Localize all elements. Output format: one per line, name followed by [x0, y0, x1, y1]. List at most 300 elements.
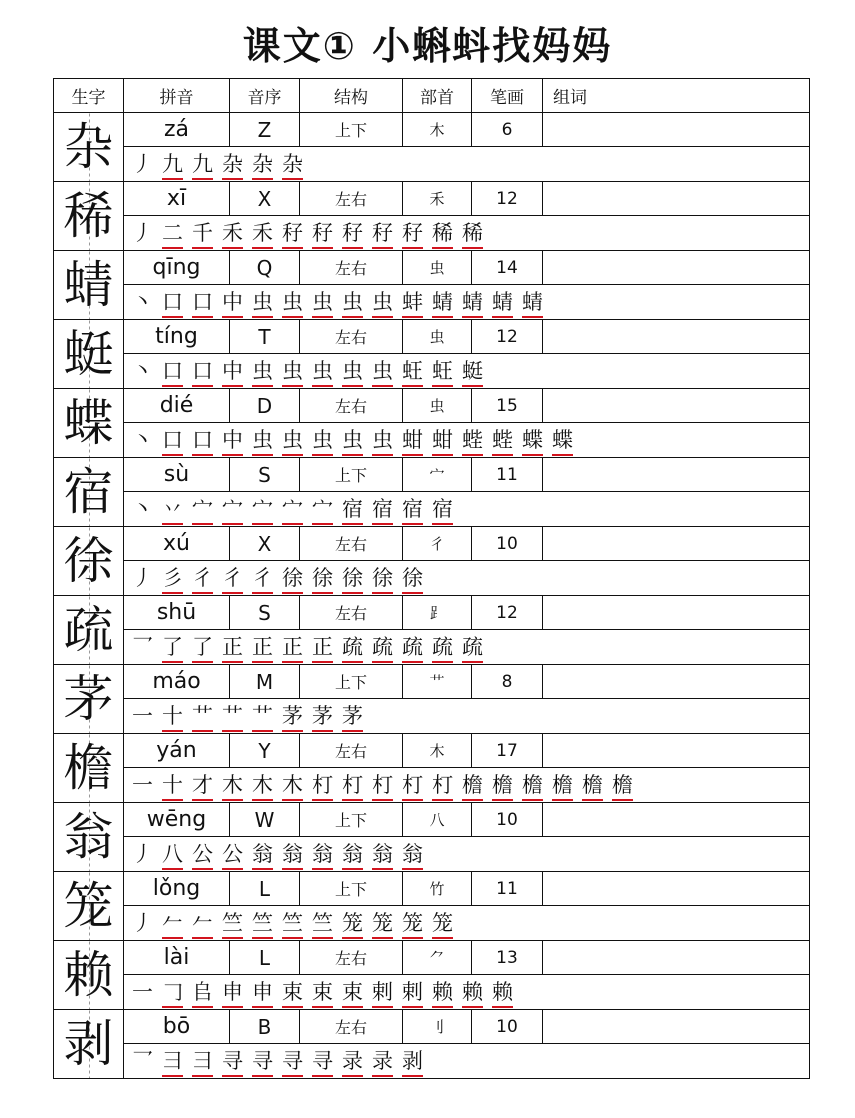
- order-cell: S: [230, 596, 300, 630]
- stroke-step: 徐: [402, 562, 423, 594]
- pinyin-cell: xú: [124, 527, 230, 561]
- structure-cell: 上下: [300, 458, 403, 492]
- radical-cell: 虫: [403, 389, 472, 423]
- stroke-step: 寻: [222, 1045, 243, 1077]
- stroke-step: 虫: [282, 286, 303, 318]
- table-row: [54, 527, 810, 561]
- stroke-step: 十: [162, 700, 183, 732]
- stroke-step: 虫: [252, 424, 273, 456]
- header-pinyin: 拼音: [124, 79, 230, 113]
- structure-cell: 左右: [300, 596, 403, 630]
- stroke-order-row: [54, 561, 810, 596]
- stroke-order-row: [54, 975, 810, 1010]
- stroke-step: 蚟: [432, 355, 453, 387]
- structure-cell: 左右: [300, 182, 403, 216]
- order-cell: X: [230, 527, 300, 561]
- stroke-step: 公: [222, 838, 243, 870]
- order-cell: D: [230, 389, 300, 423]
- words-cell[interactable]: [543, 251, 810, 285]
- stroke-step: 虫: [252, 286, 273, 318]
- radical-cell: 禾: [403, 182, 472, 216]
- stroke-step: 宿: [372, 493, 393, 525]
- words-cell[interactable]: [543, 872, 810, 906]
- stroke-count-cell: 8: [472, 665, 543, 699]
- stroke-step: 宀: [222, 493, 243, 525]
- stroke-step: 口: [192, 286, 213, 318]
- stroke-step: 蜻: [522, 286, 543, 318]
- stroke-order-cell: [124, 354, 810, 389]
- stroke-order-cell: [124, 561, 810, 596]
- words-cell[interactable]: [543, 527, 810, 561]
- stroke-step: 徐: [312, 562, 333, 594]
- stroke-step: 虫: [342, 286, 363, 318]
- stroke-step: 秄: [342, 217, 363, 249]
- stroke-step: 笼: [432, 907, 453, 939]
- stroke-step: 宿: [432, 493, 453, 525]
- pinyin-cell: xī: [124, 182, 230, 216]
- stroke-step: 朾: [312, 769, 333, 801]
- stroke-count-cell: 14: [472, 251, 543, 285]
- order-cell: Z: [230, 113, 300, 147]
- stroke-step: 丿: [132, 221, 153, 245]
- stroke-step: 宀: [192, 493, 213, 525]
- structure-cell: 上下: [300, 665, 403, 699]
- stroke-step: 束: [312, 976, 333, 1008]
- stroke-order-row: [54, 699, 810, 734]
- stroke-step: 赖: [432, 976, 453, 1008]
- stroke-count-cell: 12: [472, 596, 543, 630]
- radical-cell: 木: [403, 734, 472, 768]
- stroke-step: 蝶: [552, 424, 573, 456]
- stroke-step: 虫: [342, 355, 363, 387]
- table-row: [54, 182, 810, 216]
- stroke-step: 寻: [282, 1045, 303, 1077]
- stroke-step: 蜻: [492, 286, 513, 318]
- stroke-step: 禾: [222, 217, 243, 249]
- stroke-step: 𠂤: [192, 976, 213, 1008]
- character-cell: 剥: [54, 1010, 124, 1079]
- pinyin-cell: wēng: [124, 803, 230, 837]
- stroke-step: 秄: [282, 217, 303, 249]
- stroke-count-cell: 10: [472, 803, 543, 837]
- pinyin-cell: sù: [124, 458, 230, 492]
- stroke-step: 录: [342, 1045, 363, 1077]
- stroke-step: 稀: [432, 217, 453, 249]
- structure-cell: 上下: [300, 113, 403, 147]
- stroke-step: 蜓: [462, 355, 483, 387]
- radical-cell: 虫: [403, 320, 472, 354]
- table-row: [54, 803, 810, 837]
- stroke-step: 丷: [162, 493, 183, 525]
- stroke-step: 虫: [252, 355, 273, 387]
- stroke-order-row: [54, 147, 810, 182]
- stroke-step: 申: [252, 976, 273, 1008]
- stroke-step: 疏: [402, 631, 423, 663]
- words-cell[interactable]: [543, 182, 810, 216]
- stroke-order-row: [54, 423, 810, 458]
- stroke-step: 翁: [402, 838, 423, 870]
- pinyin-cell: lǒng: [124, 872, 230, 906]
- words-cell[interactable]: [543, 734, 810, 768]
- words-cell[interactable]: [543, 320, 810, 354]
- radical-cell: 竹: [403, 872, 472, 906]
- stroke-step: 了: [162, 631, 183, 663]
- stroke-step: 寻: [312, 1045, 333, 1077]
- order-cell: S: [230, 458, 300, 492]
- stroke-step: 翁: [282, 838, 303, 870]
- stroke-step: 疏: [462, 631, 483, 663]
- stroke-step: 蜌: [462, 424, 483, 456]
- stroke-step: 九: [192, 148, 213, 180]
- stroke-order-cell: [124, 699, 810, 734]
- character-cell: 檐: [54, 734, 124, 803]
- radical-cell: 彳: [403, 527, 472, 561]
- header-order: 音序: [230, 79, 300, 113]
- character-cell: 赖: [54, 941, 124, 1010]
- stroke-step: 蜻: [432, 286, 453, 318]
- stroke-step: 秄: [402, 217, 423, 249]
- stroke-step: 檐: [552, 769, 573, 801]
- structure-cell: 左右: [300, 389, 403, 423]
- radical-cell: ⻊: [403, 596, 472, 630]
- stroke-step: 木: [252, 769, 273, 801]
- stroke-step: 口: [192, 355, 213, 387]
- structure-cell: 左右: [300, 1010, 403, 1044]
- stroke-count-cell: 12: [472, 182, 543, 216]
- stroke-step: 剌: [372, 976, 393, 1008]
- pinyin-cell: zá: [124, 113, 230, 147]
- structure-cell: 上下: [300, 803, 403, 837]
- stroke-step: 丿: [132, 842, 153, 866]
- words-cell[interactable]: [543, 389, 810, 423]
- stroke-step: 束: [282, 976, 303, 1008]
- stroke-step: 虫: [312, 424, 333, 456]
- stroke-order-cell: [124, 147, 810, 182]
- stroke-step: 杂: [282, 148, 303, 180]
- stroke-step: 宿: [342, 493, 363, 525]
- stroke-step: 朾: [402, 769, 423, 801]
- header-structure: 结构: [300, 79, 403, 113]
- stroke-step: 正: [312, 631, 333, 663]
- stroke-step: 虫: [282, 355, 303, 387]
- stroke-step: 赖: [462, 976, 483, 1008]
- stroke-step: 朾: [342, 769, 363, 801]
- stroke-step: 竺: [312, 907, 333, 939]
- stroke-step: 丶: [132, 428, 153, 452]
- order-cell: B: [230, 1010, 300, 1044]
- table-row: [54, 734, 810, 768]
- stroke-order-cell: [124, 906, 810, 941]
- stroke-step: 檐: [582, 769, 603, 801]
- pinyin-cell: qīng: [124, 251, 230, 285]
- stroke-step: 禾: [252, 217, 273, 249]
- words-cell[interactable]: [543, 1010, 810, 1044]
- stroke-step: 竺: [222, 907, 243, 939]
- stroke-count-cell: 10: [472, 527, 543, 561]
- stroke-step: 宀: [252, 493, 273, 525]
- stroke-step: 了: [192, 631, 213, 663]
- order-cell: W: [230, 803, 300, 837]
- character-rows: [54, 113, 810, 1079]
- stroke-step: 徐: [282, 562, 303, 594]
- stroke-step: 中: [222, 286, 243, 318]
- character-cell: 宿: [54, 458, 124, 527]
- character-cell: 笼: [54, 872, 124, 941]
- pinyin-cell: dié: [124, 389, 230, 423]
- radical-cell: 八: [403, 803, 472, 837]
- stroke-step: 蜻: [462, 286, 483, 318]
- table-row: [54, 113, 810, 147]
- stroke-order-row: [54, 492, 810, 527]
- words-cell[interactable]: [543, 941, 810, 975]
- stroke-step: 正: [282, 631, 303, 663]
- stroke-order-cell: [124, 216, 810, 251]
- stroke-step: 𠃌: [162, 976, 183, 1008]
- stroke-step: 艹: [252, 700, 273, 732]
- stroke-step: 𠂉: [192, 907, 213, 939]
- stroke-step: 一: [132, 704, 153, 728]
- stroke-step: 竺: [252, 907, 273, 939]
- stroke-count-cell: 11: [472, 458, 543, 492]
- stroke-step: 二: [162, 217, 183, 249]
- stroke-count-cell: 12: [472, 320, 543, 354]
- stroke-order-row: [54, 285, 810, 320]
- stroke-step: 录: [372, 1045, 393, 1077]
- stroke-step: 疏: [432, 631, 453, 663]
- header-strokes: 笔画: [472, 79, 543, 113]
- stroke-step: 檐: [462, 769, 483, 801]
- stroke-order-row: [54, 1044, 810, 1079]
- order-cell: Y: [230, 734, 300, 768]
- words-cell[interactable]: [543, 665, 810, 699]
- table-row: [54, 941, 810, 975]
- stroke-step: 茅: [312, 700, 333, 732]
- stroke-count-cell: 17: [472, 734, 543, 768]
- stroke-step: 寻: [252, 1045, 273, 1077]
- stroke-step: 丶: [132, 497, 153, 521]
- radical-cell: 艹: [403, 665, 472, 699]
- structure-cell: 左右: [300, 734, 403, 768]
- stroke-step: 一: [132, 980, 153, 1004]
- stroke-step: 蜌: [492, 424, 513, 456]
- stroke-order-row: [54, 630, 810, 665]
- stroke-count-cell: 15: [472, 389, 543, 423]
- stroke-step: 彳: [192, 562, 213, 594]
- stroke-step: 檐: [612, 769, 633, 801]
- character-cell: 翁: [54, 803, 124, 872]
- radical-cell: 虫: [403, 251, 472, 285]
- stroke-step: 木: [222, 769, 243, 801]
- table-row: [54, 665, 810, 699]
- stroke-step: 蝶: [522, 424, 543, 456]
- pinyin-cell: shū: [124, 596, 230, 630]
- words-cell[interactable]: [543, 803, 810, 837]
- radical-cell: ⺈: [403, 941, 472, 975]
- stroke-step: 千: [192, 217, 213, 249]
- stroke-step: 口: [162, 286, 183, 318]
- stroke-step: 九: [162, 148, 183, 180]
- stroke-step: 丶: [132, 359, 153, 383]
- stroke-step: 虫: [342, 424, 363, 456]
- stroke-step: 彡: [162, 562, 183, 594]
- character-cell: 蝶: [54, 389, 124, 458]
- table-row: [54, 1010, 810, 1044]
- stroke-step: 秄: [372, 217, 393, 249]
- pinyin-cell: lài: [124, 941, 230, 975]
- header-words: 组词: [543, 79, 810, 113]
- page-title: 课文① 小蝌蚪找妈妈: [242, 24, 613, 68]
- stroke-order-cell: [124, 423, 810, 458]
- structure-cell: 左右: [300, 941, 403, 975]
- stroke-step: 宿: [402, 493, 423, 525]
- structure-cell: 上下: [300, 872, 403, 906]
- stroke-step: 中: [222, 355, 243, 387]
- stroke-step: 翁: [312, 838, 333, 870]
- stroke-step: 宀: [282, 493, 303, 525]
- stroke-step: 虫: [372, 355, 393, 387]
- table-row: [54, 596, 810, 630]
- stroke-step: 彐: [162, 1045, 183, 1077]
- stroke-order-cell: [124, 1044, 810, 1079]
- stroke-step: 蚌: [402, 286, 423, 318]
- stroke-step: 口: [192, 424, 213, 456]
- stroke-step: 正: [252, 631, 273, 663]
- order-cell: T: [230, 320, 300, 354]
- stroke-step: 檐: [522, 769, 543, 801]
- character-cell: 徐: [54, 527, 124, 596]
- order-cell: L: [230, 941, 300, 975]
- order-cell: Q: [230, 251, 300, 285]
- stroke-step: 徐: [342, 562, 363, 594]
- stroke-order-cell: [124, 975, 810, 1010]
- stroke-order-cell: [124, 768, 810, 803]
- pinyin-cell: bō: [124, 1010, 230, 1044]
- table-row: [54, 251, 810, 285]
- stroke-step: 正: [222, 631, 243, 663]
- stroke-step: 艹: [192, 700, 213, 732]
- stroke-step: 束: [342, 976, 363, 1008]
- stroke-step: 朾: [432, 769, 453, 801]
- order-cell: M: [230, 665, 300, 699]
- stroke-order-row: [54, 837, 810, 872]
- character-cell: 疏: [54, 596, 124, 665]
- stroke-step: 翁: [252, 838, 273, 870]
- stroke-step: 八: [162, 838, 183, 870]
- table-row: [54, 872, 810, 906]
- order-cell: L: [230, 872, 300, 906]
- stroke-count-cell: 11: [472, 872, 543, 906]
- stroke-step: 宀: [312, 493, 333, 525]
- stroke-step: 虫: [372, 286, 393, 318]
- stroke-step: 丿: [132, 911, 153, 935]
- stroke-step: 朾: [372, 769, 393, 801]
- header-row: [54, 79, 810, 113]
- structure-cell: 左右: [300, 251, 403, 285]
- stroke-count-cell: 10: [472, 1010, 543, 1044]
- stroke-step: 徐: [372, 562, 393, 594]
- stroke-step: 虫: [282, 424, 303, 456]
- stroke-step: 彐: [192, 1045, 213, 1077]
- stroke-order-cell: [124, 285, 810, 320]
- stroke-order-row: [54, 768, 810, 803]
- stroke-step: 艹: [222, 700, 243, 732]
- stroke-step: 丿: [132, 566, 153, 590]
- table-row: [54, 389, 810, 423]
- stroke-order-row: [54, 906, 810, 941]
- stroke-step: 翁: [372, 838, 393, 870]
- stroke-step: 蚟: [402, 355, 423, 387]
- character-cell: 蜓: [54, 320, 124, 389]
- stroke-step: 丶: [132, 290, 153, 314]
- stroke-step: 虫: [312, 286, 333, 318]
- stroke-step: 笼: [372, 907, 393, 939]
- stroke-step: 茅: [282, 700, 303, 732]
- character-table: [53, 78, 810, 1079]
- radical-cell: 刂: [403, 1010, 472, 1044]
- stroke-step: 彳: [252, 562, 273, 594]
- character-cell: 杂: [54, 113, 124, 182]
- header-char: 生字: [54, 79, 124, 113]
- stroke-step: 疏: [372, 631, 393, 663]
- stroke-step: 疏: [342, 631, 363, 663]
- structure-cell: 左右: [300, 320, 403, 354]
- stroke-step: 乛: [132, 635, 153, 659]
- stroke-step: 十: [162, 769, 183, 801]
- stroke-order-cell: [124, 630, 810, 665]
- pinyin-cell: máo: [124, 665, 230, 699]
- stroke-step: 口: [162, 355, 183, 387]
- table-row: [54, 458, 810, 492]
- stroke-step: 𠂉: [162, 907, 183, 939]
- stroke-step: 秄: [312, 217, 333, 249]
- stroke-step: 口: [162, 424, 183, 456]
- header-radical: 部首: [403, 79, 472, 113]
- stroke-step: 笼: [342, 907, 363, 939]
- stroke-step: 乛: [132, 1049, 153, 1073]
- words-cell[interactable]: [543, 596, 810, 630]
- stroke-step: 翁: [342, 838, 363, 870]
- table-row: [54, 320, 810, 354]
- stroke-step: 竺: [282, 907, 303, 939]
- stroke-step: 一: [132, 773, 153, 797]
- stroke-step: 中: [222, 424, 243, 456]
- stroke-step: 剥: [402, 1045, 423, 1077]
- radical-cell: 宀: [403, 458, 472, 492]
- stroke-step: 蚶: [402, 424, 423, 456]
- stroke-step: 檐: [492, 769, 513, 801]
- stroke-step: 虫: [372, 424, 393, 456]
- stroke-step: 申: [222, 976, 243, 1008]
- stroke-count-cell: 6: [472, 113, 543, 147]
- words-cell[interactable]: [543, 458, 810, 492]
- stroke-step: 杂: [252, 148, 273, 180]
- stroke-order-row: [54, 216, 810, 251]
- stroke-step: 才: [192, 769, 213, 801]
- words-cell[interactable]: [543, 113, 810, 147]
- stroke-step: 虫: [312, 355, 333, 387]
- stroke-step: 彳: [222, 562, 243, 594]
- stroke-order-cell: [124, 492, 810, 527]
- stroke-step: 丿: [132, 152, 153, 176]
- stroke-step: 剌: [402, 976, 423, 1008]
- stroke-step: 赖: [492, 976, 513, 1008]
- stroke-count-cell: 13: [472, 941, 543, 975]
- structure-cell: 左右: [300, 527, 403, 561]
- character-cell: 稀: [54, 182, 124, 251]
- pinyin-cell: tíng: [124, 320, 230, 354]
- stroke-order-row: [54, 354, 810, 389]
- order-cell: X: [230, 182, 300, 216]
